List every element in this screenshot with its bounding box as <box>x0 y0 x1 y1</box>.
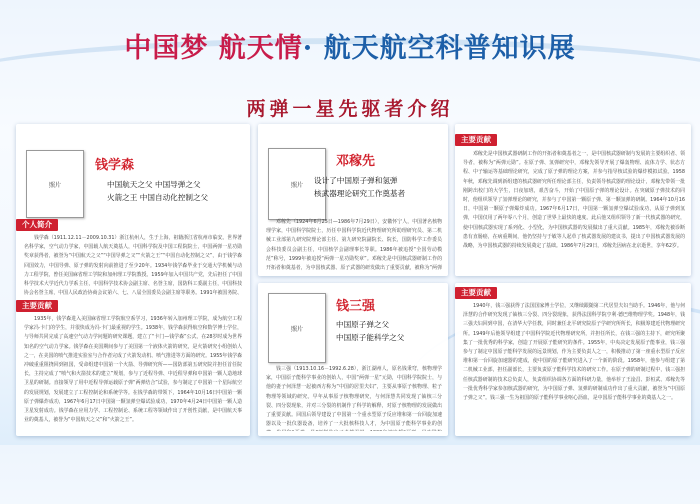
deng-jiaxian-card <box>258 124 448 276</box>
banner-title <box>0 26 700 65</box>
deng-jiaxian-tagline-2: 核武器理论研究工作奠基者 <box>314 189 406 198</box>
deng-jiaxian-tagline-1: 设计了中国原子弹和氢弹 <box>314 176 398 185</box>
qian-xuesen-contribution-text: 1935年，钱学森进入美国麻省理工学院航空系学习，1936年转入加州理工学院，成为航空工程学家冯·卡门的学生，并很快成为冯·卡门最重视的学生。1938年，钱学森获得航空和数学博士学位，与导师共同完成了高速空气动力学问题的研究课题，建立了“卡门—钱学森”公式，在28岁时成为世界知名的空气动力学家。钱学森在美国期间参与了美国第一个液体火箭的研究，是火箭研究小组创始人之一，在美国的喷气推进实验室与合作者完成了火箭发动机、喷气推进等方面的研究。1955年钱学森冲破重重阻挠回到祖国，受命组建中国第一个火箭、导弹研究所——国防部第五研究院并担任首任院长，主持完成了“喷气和火箭技术的建立”规划，参与了近程导弹、中近程导弹和中国第一颗人造地球卫星的研制。直接领导了用中近程导弹运载原子弹“两弹结合”试验，参与制定了中国第一个星际航空的发展规划，发展建立了工程控制论和系统学等。在钱学森的带领下，1964年10月16日中国第一颗原子弹爆炸成功，1967年6月17日中国第一颗氢弹空爆试验成功，1970年4月24日中国第一颗人造卫星发射成功。钱学森在应用力学、工程控制论、系统工程等领域作出了开创性贡献，是中国航天事业的奠基人，被誉为“中国航天之父”和“火箭之王”。 <box>24 316 242 424</box>
deng-jiaxian-contribution-text: 邓稼先是中国核武器研制工作的开拓者和奠基者之一，是中国核武器研制与发展的主要组织者、领导者，被称为“两弹元勋”。在原子弹、氢弹研究中，邓稼先领导开展了爆轰物理、流体力学、状态方程、中子输运等基础理论研究，完成了原子弹的理论方案，并参与指导核试验的爆炸模拟试验。1958年秋，邓稼先调到新组建的核武器研究所任理论部主任，负责领导核武器的理论设计，邓稼先带领一批刚跨出校门的大学生，日夜加班，艰苦奋斗，开始了中国原子弹的理论设计。在突破原子弹技术的同时，他组织领导了氢弹理论的研究，并参与了中国第一颗原子弹、第一颗氢弹的研制。1964年10月16日，中国第一颗原子弹爆炸成功。1967年6月17日，中国第一颗氢弹空爆试验成功，从原子弹到氢弹，中国仅用了两年零八个月，创造了世界上最快的速度。此后他又组织领导了新一代核武器的研究，使中国核武器实现了系列化、小型化，为中国核武器的发展做出了重大贡献。1985年，邓稼先被诊断患有直肠癌，在病重期间，他仍坚持与于敏等人起草了核武器发展的建议书，提出了中国核武器发展的战略，为中国核武器的持续发展奠定了基础。1986年7月29日，邓稼先因病在北京逝世，享年62岁。 <box>463 151 685 250</box>
qian-xuesen-tagline-2: 火箭之王 中国自动化控制之父 <box>107 193 209 202</box>
qian-sanqiang-card <box>258 283 448 436</box>
qian-xuesen-photo <box>26 150 84 218</box>
qian-xuesen-name: 钱学森 <box>95 158 135 173</box>
qian-sanqiang-personal-text: 钱三强（1913.10.16－1992.6.28），浙江湖州人，原名钱秉穹，核物理学家，中国原子能科学事业的创始人，中国“两弹一星”元勋，中国科学院院士，与他的妻子何泽慧一起被西方称为“中国的居里夫妇”，主要从事原子核物理、粒子物理等领域的研究。早年从事原子核物理研究，与何泽慧共同发现了铀核三分裂、四分裂现象，并对三分裂的机制作了科学的解释，对原子核物理的发展做出了重要贡献。回国后领导建设了中国第一个重水型原子反应堆和第一台回旋加速器以及一批仪器设备，培养了一大批核科技人才，为中国原子能科学事业的创 <box>266 366 442 428</box>
deng-jiaxian-contribution-heading: 主要贡献 <box>455 134 497 146</box>
qian-xuesen-contribution-heading: 主要贡献 <box>16 300 58 312</box>
deng-jiaxian-name: 邓稼先 <box>336 154 376 169</box>
deng-jiaxian-personal-text: 邓稼先（1924年6月25日—1986年7月29日），安徽怀宁人，中国著名核物理学家，中国科学院院士，历任中国科学院近代物理研究所助理研究员、第二机械工业部第九研究院理论部主任、第九研究院副院长、院长，国防科学工作委员会科技委员会副主任，中国核学会副理事长等职。1986年被追授“全国劳动模范”称号，1999年被追授“两弹一星功勋奖章”。邓稼先是中国核武器研制工作的开拓者和奠基者，为中国核武器、原子武器的研发做出了重要贡献，被称为“两弹 <box>266 219 442 272</box>
qian-sanqiang-tagline-1: 中国原子弹之父 <box>336 320 390 329</box>
photo-label: 照片 <box>290 325 303 333</box>
qian-xuesen-card <box>16 124 250 436</box>
banner-subtitle: 两弹一星先驱者介绍 <box>246 98 454 120</box>
qian-sanqiang-photo <box>268 293 326 363</box>
qian-sanqiang-contribution-card <box>455 283 691 436</box>
photo-label: 照片 <box>48 181 61 189</box>
banner-title-main: 中国梦 航天情 <box>124 33 303 64</box>
qian-xuesen-tagline-1: 中国航天之父 中国导弹之父 <box>107 180 201 189</box>
banner-title-secondary: · 航天航空科普知识展 <box>302 33 576 64</box>
qian-xuesen-personal-text: 钱学森（1911.12.11－2009.10.31）浙江杭州人，生于上海，祖籍浙江省杭州市临安。世界著名科学家，空气动力学家，中国载人航天奠基人，中国科学院及中国工程院院士，中国两弹一星功勋奖章获得者，被誉为“中国航天之父”“中国导弹之父”“火箭之王”“中国自动化控制之父”，由于钱学森回国效力，中国导弹、原子弹的发射向前推进了至少20年。1934年钱学森毕业于交通大学机械与动力工程学院，曾任美国麻省理工学院和加州理工学院教授。1959年加入中国共产党，先后担任了中国科学技术大学近代力学系主任，中国科学技术协会副主席、名誉主席，国防科工委副主任，中国科技协会名誉主席，中国人民政治协商会议第六、七、八届全国委员会副主席等职务。1991年被国务院、 <box>24 235 242 297</box>
qian-xuesen-personal-heading: 个人简介 <box>16 219 58 231</box>
qian-sanqiang-name: 钱三强 <box>336 299 376 314</box>
qian-sanqiang-tagline-2: 中国原子能科学之父 <box>336 333 405 342</box>
qian-sanqiang-contribution-text: 1940年，钱三强获得了法国国家博士学位，又继续跟随第二代居里夫妇当助手。1946年，他与何泽慧的合作研究发现了铀核三分裂、四分裂现象，获得法国科学院亨利·德巴维物理学奖。1948年，钱三强夫妇回到中国，在清华大学任教，同时兼任北平研究院原子学研究所所长，积极筹建近代物理研究所。1949年后他领导组建了中国科学院近代物理研究所，并担任所长，在钱三强的主持下，研究所聚集了一批优秀的科学家，创造了开展原子能研究的条件。1955年，中央决定发展原子能事业，钱三强参与了制定中国原子能科学发展的远景规划，作为主要负责人之一，积极推动了第一座重水型原子反应堆和第一台回旋加速器的建成，使中国的原子能研究进入了一个新的阶段。1958年，他参与组建了第二机械工业部，担任副部长，主要负责原子能科学技术的研究工作。在原子弹的研制过程中，钱三强担任核武器研制的技术总负责人，负责组织协调各方面的科研力量，他举荐了王淦昌、彭桓武、邓稼先等一批优秀科学家参加核武器的研究，为中国原子弹、氢弹的研制成功作出了重大贡献，被誉为“中国原子弹之父”。钱三强一生为祖国的原子能科学事业呕心沥血，是中国原子能科学事业的奠基人之一。 <box>463 303 685 402</box>
qian-sanqiang-contribution-heading: 主要贡献 <box>455 287 497 299</box>
photo-label: 照片 <box>290 181 303 189</box>
deng-jiaxian-contribution-card <box>455 124 691 276</box>
